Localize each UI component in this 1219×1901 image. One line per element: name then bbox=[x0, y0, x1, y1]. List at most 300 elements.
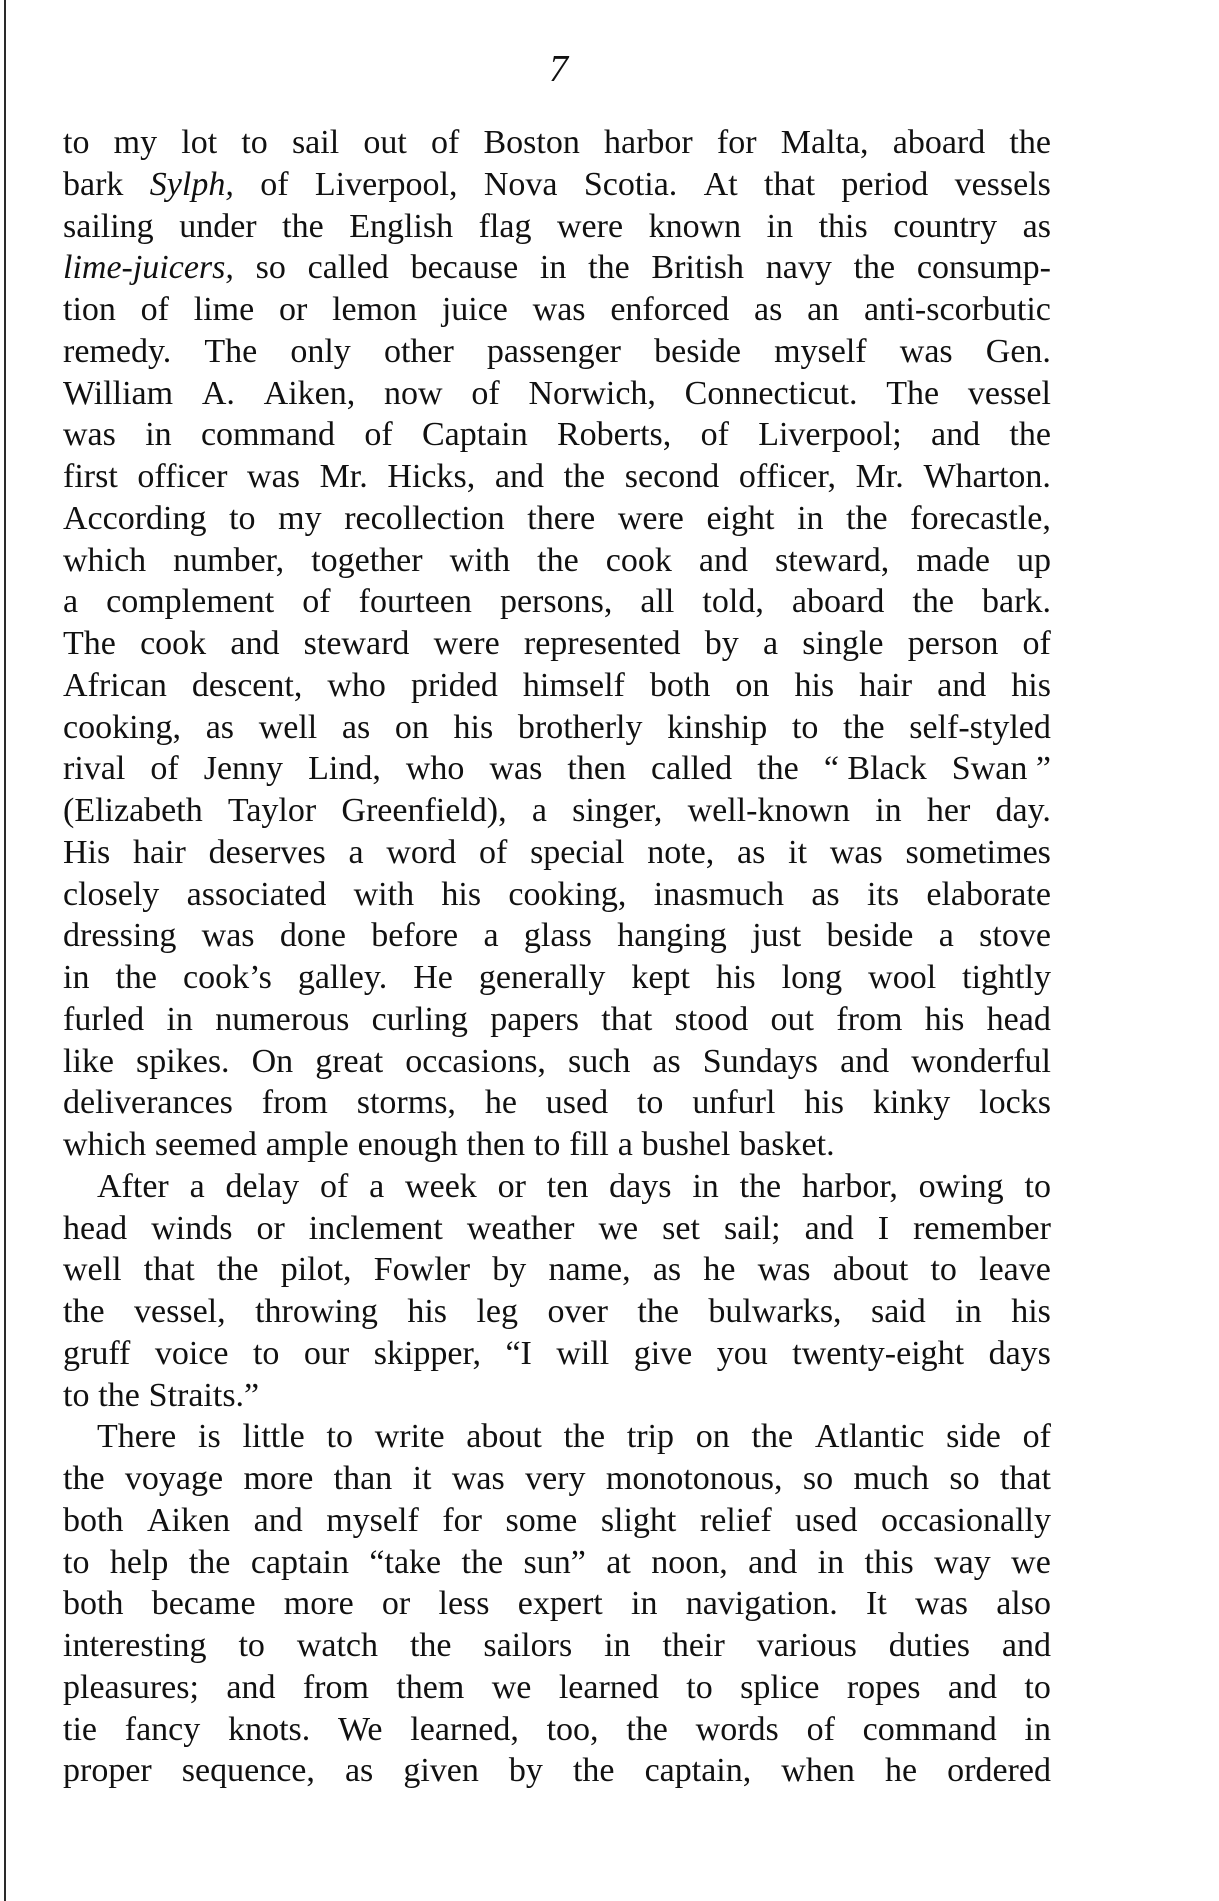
word: out bbox=[770, 1000, 814, 1038]
word: interesting bbox=[63, 1627, 207, 1664]
word: used bbox=[795, 1501, 858, 1539]
word: the bbox=[282, 207, 324, 245]
text-line bbox=[63, 1124, 1051, 1166]
word: and bbox=[748, 1543, 798, 1581]
word: gruff bbox=[63, 1334, 131, 1372]
word: which bbox=[63, 541, 147, 579]
word: “take bbox=[369, 1543, 442, 1581]
text-line bbox=[63, 832, 1051, 874]
word: head bbox=[63, 1209, 128, 1247]
word: all bbox=[640, 583, 675, 621]
word: flag bbox=[478, 207, 532, 245]
text-line bbox=[63, 206, 1051, 248]
text-line bbox=[63, 1208, 1051, 1250]
word: English bbox=[349, 207, 454, 245]
word: and bbox=[840, 1042, 890, 1080]
text-line bbox=[63, 1750, 1051, 1792]
word: more bbox=[283, 1585, 354, 1623]
word: beside bbox=[826, 917, 914, 955]
word: hair bbox=[133, 833, 186, 871]
word: an bbox=[807, 291, 840, 328]
word: less bbox=[438, 1585, 490, 1623]
word: made bbox=[916, 541, 990, 579]
word: as bbox=[811, 875, 840, 913]
word: now bbox=[384, 374, 443, 412]
word: as bbox=[737, 833, 766, 871]
word: our bbox=[303, 1334, 350, 1372]
word: twenty-eight bbox=[792, 1334, 965, 1372]
word: delay bbox=[225, 1167, 300, 1205]
word: of bbox=[140, 291, 169, 328]
word: their bbox=[662, 1627, 725, 1664]
word: associated bbox=[186, 875, 327, 913]
word: leg bbox=[476, 1293, 519, 1330]
word: kept bbox=[631, 959, 690, 996]
word: was bbox=[899, 332, 953, 370]
word: we bbox=[1011, 1543, 1051, 1581]
word: Sundays bbox=[702, 1042, 819, 1080]
word: he bbox=[884, 1752, 918, 1790]
word: Hicks, bbox=[387, 458, 476, 495]
word: Roberts, bbox=[557, 416, 672, 454]
word: his bbox=[453, 708, 494, 746]
text-line bbox=[63, 665, 1051, 707]
word: cook bbox=[140, 625, 207, 662]
word: in bbox=[817, 1543, 845, 1581]
word: Connecticut. bbox=[684, 374, 858, 412]
word: unfurl bbox=[692, 1084, 776, 1122]
word: harbor bbox=[604, 124, 693, 161]
word: to bbox=[533, 1126, 561, 1163]
word: and bbox=[947, 1668, 997, 1706]
word: from bbox=[302, 1668, 369, 1706]
word: days bbox=[988, 1334, 1051, 1372]
word: the bbox=[563, 458, 606, 495]
word: great bbox=[315, 1042, 384, 1080]
word: write bbox=[374, 1418, 445, 1456]
word: splice bbox=[740, 1668, 820, 1706]
word: pilot, bbox=[280, 1251, 352, 1289]
text-line bbox=[63, 540, 1051, 582]
word: help bbox=[109, 1543, 169, 1581]
word: inasmuch bbox=[653, 875, 785, 913]
word: my bbox=[278, 499, 322, 537]
word: so bbox=[949, 1460, 980, 1497]
word: a bbox=[369, 1167, 385, 1205]
word: deliverances bbox=[63, 1084, 233, 1122]
word: the bbox=[626, 1710, 668, 1748]
word: Captain bbox=[421, 416, 528, 454]
word: vessel bbox=[967, 374, 1051, 412]
word: slight bbox=[600, 1501, 677, 1539]
word: storms, bbox=[356, 1084, 456, 1122]
word: and bbox=[230, 625, 280, 662]
word: and bbox=[698, 541, 748, 579]
word: juice bbox=[441, 291, 508, 328]
word: navy bbox=[765, 249, 832, 287]
word: there bbox=[527, 499, 596, 537]
word: hair bbox=[859, 666, 913, 704]
word: to bbox=[63, 124, 90, 161]
word: occasionally bbox=[881, 1501, 1051, 1539]
word: his bbox=[794, 666, 835, 704]
word: After bbox=[97, 1167, 169, 1205]
word: or bbox=[381, 1585, 411, 1623]
word: tie bbox=[63, 1710, 97, 1748]
word: also bbox=[996, 1585, 1051, 1623]
word: on bbox=[735, 666, 770, 704]
word: complement bbox=[106, 583, 275, 621]
word: then bbox=[466, 1126, 526, 1163]
word: vessels bbox=[954, 165, 1051, 203]
word: The bbox=[886, 374, 940, 412]
word: to bbox=[63, 1376, 90, 1414]
text-line bbox=[63, 498, 1051, 540]
word: his bbox=[1011, 666, 1051, 704]
word: lemon bbox=[332, 291, 418, 328]
word: side bbox=[946, 1418, 1001, 1456]
text-line bbox=[63, 1709, 1051, 1751]
word: of bbox=[478, 833, 508, 871]
word: which bbox=[63, 1126, 147, 1163]
word: sail; bbox=[723, 1209, 781, 1247]
word: represented bbox=[523, 625, 681, 662]
word: to bbox=[791, 708, 819, 746]
word: name, bbox=[548, 1251, 631, 1289]
word: week bbox=[405, 1167, 477, 1205]
word: sailing bbox=[63, 207, 154, 245]
word: the bbox=[1009, 124, 1051, 161]
word: various bbox=[756, 1627, 857, 1664]
word: or bbox=[256, 1209, 285, 1247]
word: aboard bbox=[892, 124, 986, 161]
word: of bbox=[471, 374, 500, 412]
word: lime-juicers, bbox=[63, 249, 234, 287]
word: both bbox=[63, 1585, 124, 1623]
word: both bbox=[63, 1501, 124, 1539]
word: it bbox=[412, 1460, 432, 1497]
word: leave bbox=[979, 1251, 1051, 1289]
word: fourteen bbox=[358, 583, 472, 621]
word: was bbox=[451, 1460, 505, 1497]
word: We bbox=[338, 1710, 383, 1748]
word: His bbox=[63, 833, 111, 871]
word: wonderful bbox=[911, 1042, 1051, 1080]
word: as bbox=[652, 1251, 682, 1289]
word: On bbox=[251, 1042, 294, 1080]
word: noon, bbox=[651, 1543, 728, 1581]
word: both bbox=[649, 666, 711, 704]
word: single bbox=[802, 625, 884, 662]
word: locks bbox=[979, 1084, 1051, 1122]
word: lot bbox=[181, 124, 218, 161]
word: stood bbox=[674, 1000, 749, 1038]
word: stove bbox=[979, 917, 1051, 955]
word: captain, bbox=[644, 1752, 752, 1790]
word: out bbox=[363, 124, 407, 161]
text-line bbox=[63, 915, 1051, 957]
word: set bbox=[662, 1209, 700, 1247]
word: the bbox=[637, 1293, 679, 1330]
word: voyage bbox=[124, 1460, 224, 1497]
word: it bbox=[788, 833, 808, 871]
text-line bbox=[63, 1500, 1051, 1542]
word: of bbox=[430, 124, 460, 161]
word: harbor, bbox=[801, 1167, 898, 1205]
word: note, bbox=[647, 833, 715, 871]
word: fill bbox=[569, 1126, 609, 1163]
word: Norwich, bbox=[528, 374, 656, 412]
word: to bbox=[326, 1418, 353, 1456]
word: the bbox=[739, 1167, 782, 1205]
word: relief bbox=[699, 1501, 772, 1539]
word: hanging bbox=[617, 917, 727, 955]
word: watch bbox=[296, 1627, 379, 1664]
word: were bbox=[556, 207, 624, 245]
word: as bbox=[754, 291, 783, 328]
word: a bbox=[63, 583, 79, 621]
word: closely bbox=[63, 875, 160, 913]
word: will bbox=[556, 1334, 610, 1372]
word: rival bbox=[63, 750, 126, 788]
word: his bbox=[441, 875, 482, 913]
word: way bbox=[934, 1543, 991, 1581]
word: my bbox=[113, 124, 158, 161]
word: his bbox=[804, 1084, 844, 1122]
word: that bbox=[601, 1000, 653, 1038]
word: the bbox=[537, 541, 579, 579]
word: He bbox=[413, 959, 453, 996]
word: kinky bbox=[872, 1084, 951, 1122]
text-line bbox=[63, 1583, 1051, 1625]
text-line bbox=[63, 999, 1051, 1041]
word: Greenfield), bbox=[341, 792, 507, 829]
word: enough bbox=[357, 1126, 458, 1163]
word: deserves bbox=[208, 833, 326, 871]
word: the bbox=[846, 499, 888, 537]
word: (Elizabeth bbox=[63, 792, 203, 829]
word: trip bbox=[626, 1418, 675, 1456]
word: passenger bbox=[486, 332, 621, 370]
word: head bbox=[986, 1000, 1051, 1038]
word: Gen. bbox=[985, 332, 1051, 370]
word: cook bbox=[605, 541, 672, 579]
word: seemed bbox=[154, 1126, 257, 1163]
text-line bbox=[63, 1375, 1051, 1417]
word: cooking, bbox=[508, 875, 627, 913]
word: used bbox=[545, 1084, 609, 1122]
word: the bbox=[572, 1752, 615, 1790]
word: the bbox=[216, 1251, 259, 1289]
text-line bbox=[63, 623, 1051, 665]
word: enforced bbox=[610, 291, 730, 328]
word: the bbox=[843, 708, 885, 746]
word: learned bbox=[558, 1668, 659, 1706]
word: this bbox=[864, 1543, 914, 1581]
word: was bbox=[489, 750, 543, 788]
word: about bbox=[466, 1418, 542, 1456]
word: Liverpool, bbox=[314, 165, 458, 203]
word: its bbox=[866, 875, 900, 913]
word: officer bbox=[137, 458, 228, 495]
word: bark bbox=[63, 165, 124, 203]
word: ropes bbox=[846, 1668, 921, 1706]
word: up bbox=[1017, 541, 1051, 579]
word: basket. bbox=[739, 1126, 835, 1163]
text-line bbox=[63, 289, 1051, 331]
word: anti-scorbutic bbox=[863, 291, 1051, 328]
word: recollection bbox=[344, 499, 505, 537]
word: Malta, bbox=[780, 124, 869, 161]
word: and bbox=[494, 458, 544, 495]
word: in bbox=[166, 1000, 193, 1038]
word: wool bbox=[868, 959, 937, 996]
text-line bbox=[63, 414, 1051, 456]
word: inclement bbox=[308, 1209, 443, 1247]
word: sail bbox=[291, 124, 340, 161]
word: ordered bbox=[947, 1752, 1051, 1790]
word: forecastle, bbox=[910, 499, 1051, 537]
word: as bbox=[344, 1752, 374, 1790]
word: cooking, bbox=[63, 708, 182, 746]
word: the bbox=[853, 249, 896, 287]
word: first bbox=[63, 458, 118, 495]
word: well-known bbox=[687, 792, 850, 829]
word: in bbox=[145, 416, 172, 454]
word: Straits.” bbox=[148, 1376, 260, 1414]
word: steward bbox=[303, 625, 410, 662]
word: William bbox=[63, 374, 174, 412]
word: aboard bbox=[791, 583, 885, 621]
word: little bbox=[242, 1418, 305, 1456]
word: his bbox=[1011, 1293, 1051, 1330]
word: fancy bbox=[124, 1710, 201, 1748]
word: on bbox=[394, 708, 429, 746]
word: ample bbox=[265, 1126, 349, 1163]
word: with bbox=[449, 541, 511, 579]
word: occasions, bbox=[405, 1042, 546, 1080]
word: monotonous, bbox=[605, 1460, 783, 1497]
word: dressing bbox=[63, 917, 177, 955]
word: It bbox=[866, 1585, 887, 1623]
text-line bbox=[63, 1458, 1051, 1500]
word: the bbox=[98, 1376, 140, 1414]
word: Liverpool; bbox=[758, 416, 902, 454]
word: a bbox=[348, 833, 364, 871]
word: the bbox=[63, 1460, 105, 1497]
word: command bbox=[200, 416, 336, 454]
word: tion bbox=[63, 291, 116, 328]
word: tightly bbox=[962, 959, 1051, 996]
word: duties bbox=[888, 1627, 970, 1664]
word: done bbox=[279, 917, 346, 955]
text-line bbox=[63, 331, 1051, 373]
word: then bbox=[567, 750, 626, 788]
word: to bbox=[1024, 1167, 1051, 1205]
word: before bbox=[371, 917, 459, 955]
word: so bbox=[255, 249, 286, 287]
word: to bbox=[930, 1251, 957, 1289]
word: period bbox=[841, 165, 929, 203]
word: Scotia. bbox=[583, 165, 678, 203]
word: the bbox=[563, 1418, 606, 1456]
word: a bbox=[483, 917, 499, 955]
word: to bbox=[238, 1627, 265, 1664]
word: from bbox=[836, 1000, 903, 1038]
word: told, bbox=[702, 583, 764, 621]
word: called bbox=[651, 750, 733, 788]
word: galley. bbox=[297, 959, 388, 996]
word: the bbox=[588, 249, 630, 287]
word: was bbox=[829, 833, 883, 871]
word: to bbox=[229, 499, 256, 537]
word: or bbox=[278, 291, 308, 328]
word: Swan ” bbox=[951, 750, 1051, 788]
word: or bbox=[497, 1167, 526, 1205]
word: such bbox=[568, 1042, 631, 1080]
word: command bbox=[862, 1710, 997, 1748]
word: second bbox=[624, 458, 720, 495]
word: was bbox=[201, 917, 255, 955]
word: her bbox=[926, 792, 971, 829]
word: bulwarks, bbox=[708, 1293, 842, 1330]
word: glass bbox=[523, 917, 592, 955]
word: more bbox=[243, 1460, 314, 1497]
word: when bbox=[781, 1752, 855, 1790]
word: brotherly bbox=[517, 708, 643, 746]
word: about bbox=[832, 1251, 909, 1289]
word: of bbox=[1022, 1418, 1051, 1456]
word: furled bbox=[63, 1000, 145, 1038]
word: is bbox=[198, 1418, 221, 1456]
word: officer, bbox=[738, 458, 836, 495]
text-line bbox=[63, 790, 1051, 832]
word: was bbox=[757, 1251, 811, 1289]
word: in bbox=[875, 792, 902, 829]
word: Wharton. bbox=[923, 458, 1051, 495]
word: bushel bbox=[641, 1126, 731, 1163]
word: pleasures; bbox=[63, 1668, 199, 1706]
text-line bbox=[63, 957, 1051, 999]
word: A. bbox=[201, 374, 235, 412]
word: the bbox=[188, 1543, 231, 1581]
word: other bbox=[383, 332, 454, 370]
word: singer, bbox=[572, 792, 663, 829]
word: that bbox=[143, 1251, 195, 1289]
word: persons, bbox=[499, 583, 613, 621]
word: the bbox=[751, 1418, 794, 1456]
word: himself bbox=[522, 666, 625, 704]
word: by bbox=[492, 1251, 527, 1289]
word: and bbox=[931, 416, 981, 454]
word: descent, bbox=[191, 666, 303, 704]
word: to bbox=[636, 1084, 664, 1122]
word: British bbox=[651, 249, 744, 287]
word: were bbox=[617, 499, 684, 537]
word: he bbox=[484, 1084, 517, 1122]
text-line bbox=[63, 1041, 1051, 1083]
word: to bbox=[241, 124, 268, 161]
word: called bbox=[307, 249, 389, 287]
word: of bbox=[260, 165, 289, 203]
word: and bbox=[804, 1209, 854, 1247]
word: and bbox=[1001, 1627, 1051, 1664]
word: vessel, bbox=[134, 1293, 226, 1330]
word: numerous bbox=[215, 1000, 350, 1038]
word: who bbox=[327, 666, 386, 704]
word: At bbox=[703, 165, 738, 203]
word: to bbox=[252, 1334, 280, 1372]
